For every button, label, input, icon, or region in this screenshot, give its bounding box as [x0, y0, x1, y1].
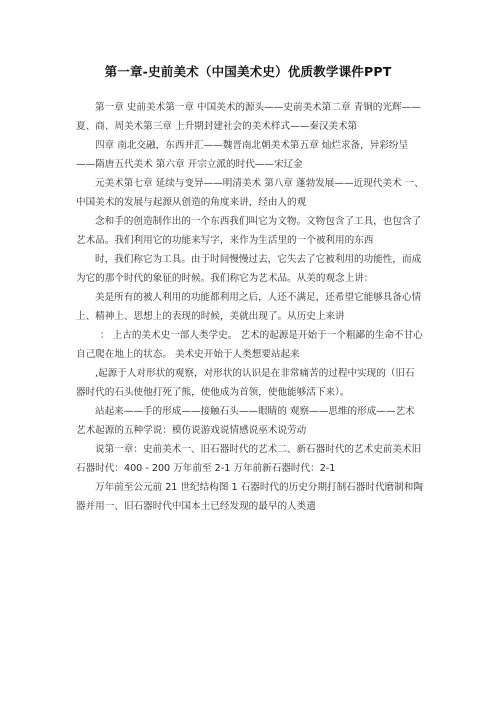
document-title: 第一章-史前美术（中国美术史）优质教学课件PPT [104, 64, 392, 79]
paragraph: 时，我们称它为工具。由于时间慢慢过去，它失去了它被利用的功能性，而成为它的那个时代的象征的时候。我们称它为艺术品。从美的观念上讲： [76, 254, 422, 284]
paragraph: 四章 南北交融，东西并汇——魏晋南北朝美术第五章 灿烂求备，异彩纷呈——隋唐五代美术 第六章 开宗立派的时代——宋辽金 [76, 140, 409, 170]
paragraph: 说第一章：史前美术一、旧石器时代的艺术二、新石器时代的艺术史前美术旧石器时代：400 - 200 万年前至 2-1 万年前新石器时代：2-1 [76, 444, 422, 474]
paragraph: 第一章 史前美术第一章 中国美术的源头——史前美术第二章 青铜的光辉——夏、商、周美术第三章 上升期封建社会的美术样式——秦汉美术第 [76, 102, 421, 132]
paragraph: 念和手的创造制作出的一个东西我们叫它为文物。文物包含了工具，也包含了艺术品。我们利用它的功能来写字，来作为生活里的一个被利用的东西 [76, 216, 422, 246]
document-body [76, 98, 424, 516]
paragraph: ,起源于人对形状的观察，对形状的认识是在非常痛苦的过程中实现的（旧石器时代的石头使他打死了熊，使他成为首领，使他能够活下来）。 [76, 368, 415, 398]
paragraph: ： 上古的美术史一部人类学史。 艺术的起源是开始于一个粗鄙的生命不甘心自己爬在地上的状态。 美术史开始于人类想要站起来 [76, 330, 423, 360]
paragraph: 元美术第七章 延续与变异——明清美术 第八章 蓬勃发展——近现代美术 一、中国美术的发展与起源从创造的角度来讲，经由人的观 [76, 178, 424, 208]
paragraph: 万年前至公元前 21 世纪结构图 1 石器时代的历史分期打制石器时代磨制和陶器并用一、旧石器时代中国本土已经发现的最早的人类遗 [76, 482, 423, 512]
paragraph: 站起来——手的形成——接触石头——眼睛的 观察——思维的形成——艺术艺术起源的五种学说：模仿说游戏说情感说巫术说劳动 [76, 406, 415, 436]
paragraph: 美是所有的被人利用的功能都利用之后，人还不满足，还希望它能够具备心情上、精神上、思想上的表现的时候，美就出现了。从历史上来讲 [76, 292, 422, 322]
